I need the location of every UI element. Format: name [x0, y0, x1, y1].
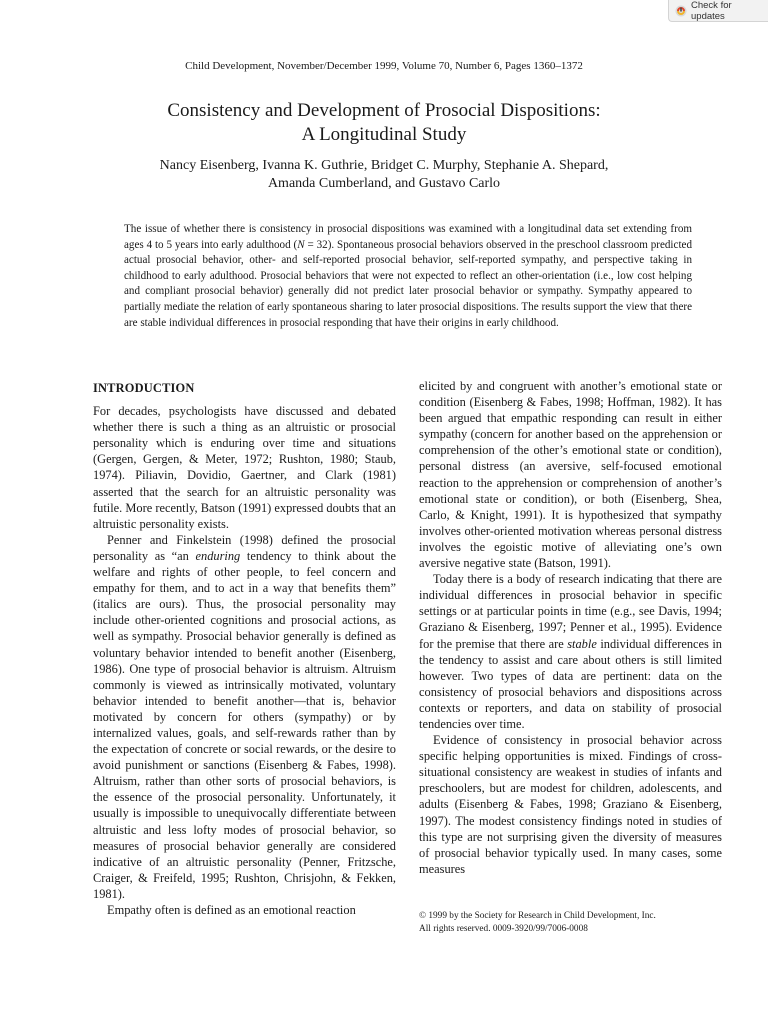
abstract: [124, 222, 692, 331]
paragraph: elicited by and congruent with another’s emotional state or condition (Eisenberg & Fabes, 1998; Hoffman, 1982). It has been argued that empathic responding can result in either sympathy (concern for another based on the apprehension or comprehension of the other’s emotional state or condition), personal distress (an aversive, self-focused emotional reaction to the apprehension or comprehension of another’s emotional state or condition), or both (Eisenberg, Shea, Carlo, & Knight, 1991). It is hypothesized that sympathy involves other-oriented motivation whereas personal distress involves the egoistic motive of alleviating one’s own aversive negative state (Batson, 1991).: [419, 379, 722, 571]
paragraph-text: Penner and Finkelstein (1998) defined the prosocial personality as “an: [93, 532, 396, 563]
paragraph-text: tendency to think about the welfare and rights of other people, to feel concern and empathy for them, and to act in a way that benefits them” (italics are ours). Thus, the prosocial personality may include other-oriented cognitions and prosocial actions, as well as sympathy. Prosocial behavior generally is defined as voluntary behavior intended to benefit another (Eisenberg, 1986). One type of prosocial behavior is altruism. Altruism commonly is viewed as intrinsically motivated, voluntary behavior intended to benefit another—that is, behavior motivated by concern for others (sympathy) or by internalized values, goals, and self-rewards rather than by the expectation of concrete or social rewards, or the desire to avoid punishment or sanctions (Eisenberg & Fabes, 1998). Altruism, rather than other sorts of prosocial behaviors, is the essence of the prosocial personality. Unfortunately, it usually is impossible to unequivocally differentiate between altruistic and less lofty modes of prosocial behavior, so measures of prosocial behavior generally are considered indicative of an altruistic personality (Penner, Fritzsche, Craiger, & Freifeld, 1995; Rushton, Chrisjohn, & Fekken, 1981).: [93, 548, 396, 901]
authors-line-1: Nancy Eisenberg, Ivanna K. Guthrie, Bridget C. Murphy, Stephanie A. Shepard,: [159, 158, 609, 173]
article-title: [0, 99, 768, 147]
paragraph-text: individual differences in the tendency to assist and care about others is still limited however. Two types of data are pertinent: data on the consistency of prosocial behaviors and dispositions across contexts or reporters, and data on stability of prosocial tendencies over time.: [419, 636, 722, 731]
author-list: [0, 157, 768, 193]
journal-citation: Child Development, November/December 1999, Volume 70, Number 6, Pages 1360–1372: [185, 60, 583, 72]
section-heading: INTRODUCTION: [93, 381, 195, 395]
check-for-updates-button[interactable]: [668, 0, 768, 22]
emphasis-text: stable: [567, 636, 597, 651]
abstract-text-a: The issue of whether there is consistency in prosocial dispositions was examined with a longitudinal data set extending from ages 4 to 5 years into early adulthood (: [124, 223, 692, 251]
check-for-updates-icon: [675, 5, 687, 17]
title-line-1: Consistency and Development of Prosocial Dispositions:: [167, 100, 601, 121]
authors-line-2: Amanda Cumberland, and Gustavo Carlo: [267, 176, 501, 191]
paragraph: For decades, psychologists have discussed and debated whether there is such a thing as an altruistic or prosocial personality which is enduring over time and situations (Gergen, Gergen, & Meter, 1972; Rushton, 1980; Staub, 1974). Piliavin, Dovidio, Gaertner, and Clark (1981) asserted that the search for an altruistic personality was futile. More recently, Batson (1991) expressed doubts that an altruistic personality exists.: [93, 404, 396, 531]
check-for-updates-label: Check for updates: [691, 0, 732, 22]
emphasis-text: enduring: [195, 548, 241, 563]
right-column: [419, 378, 722, 877]
abstract-n-symbol: N: [297, 238, 305, 251]
abstract-text-b: = 32). Spontaneous prosocial behaviors observed in the preschool classroom predicted actual prosocial behavior, other- and self-reported prosocial behavior, self-reported sympathy, and perspective taking in childhood to early adulthood. Prosocial behaviors that were not expected to reflect an other-orientation (i.e., low cost helping and compliant prosocial behavior) generally did not predict later prosocial behavior or sympathy. Sympathy appeared to partially mediate the relation of early spontaneous sharing to later prosocial dispositions. The results support the view that there are stable individual differences in prosocial responding that have their origins in early childhood.: [124, 238, 692, 329]
paragraph: [93, 532, 396, 902]
left-column: [93, 378, 396, 918]
copyright-footnote: [419, 910, 722, 935]
paragraph: Empathy often is defined as an emotional reaction: [107, 903, 356, 917]
paragraph: Evidence of consistency in prosocial behavior across specific helping opportunities is mixed. Findings of cross-situational consistency are weakest in studies of infants and preschoolers, but are modest for children, adolescents, and adults (Eisenberg & Fabes, 1998; Graziano & Eisenberg, 1997). The modest consistency findings noted in studies of this type are not surprising given the diversity of measures of prosocial behavior typically used. In many cases, some measures: [419, 733, 722, 876]
copyright-line-2: All rights reserved. 0009-3920/99/7006-0008: [419, 923, 588, 934]
copyright-line-1: © 1999 by the Society for Research in Child Development, Inc.: [419, 911, 656, 921]
paragraph: [419, 571, 722, 732]
paragraph-text: Today there is a body of research indicating that there are individual differences in prosocial behavior in specific settings or at particular points in time (e.g., see Davis, 1994; Graziano & Eisenberg, 1997; Penner et al., 1995). Evidence for the premise that there are: [419, 572, 722, 651]
title-line-2: A Longitudinal Study: [301, 124, 467, 145]
